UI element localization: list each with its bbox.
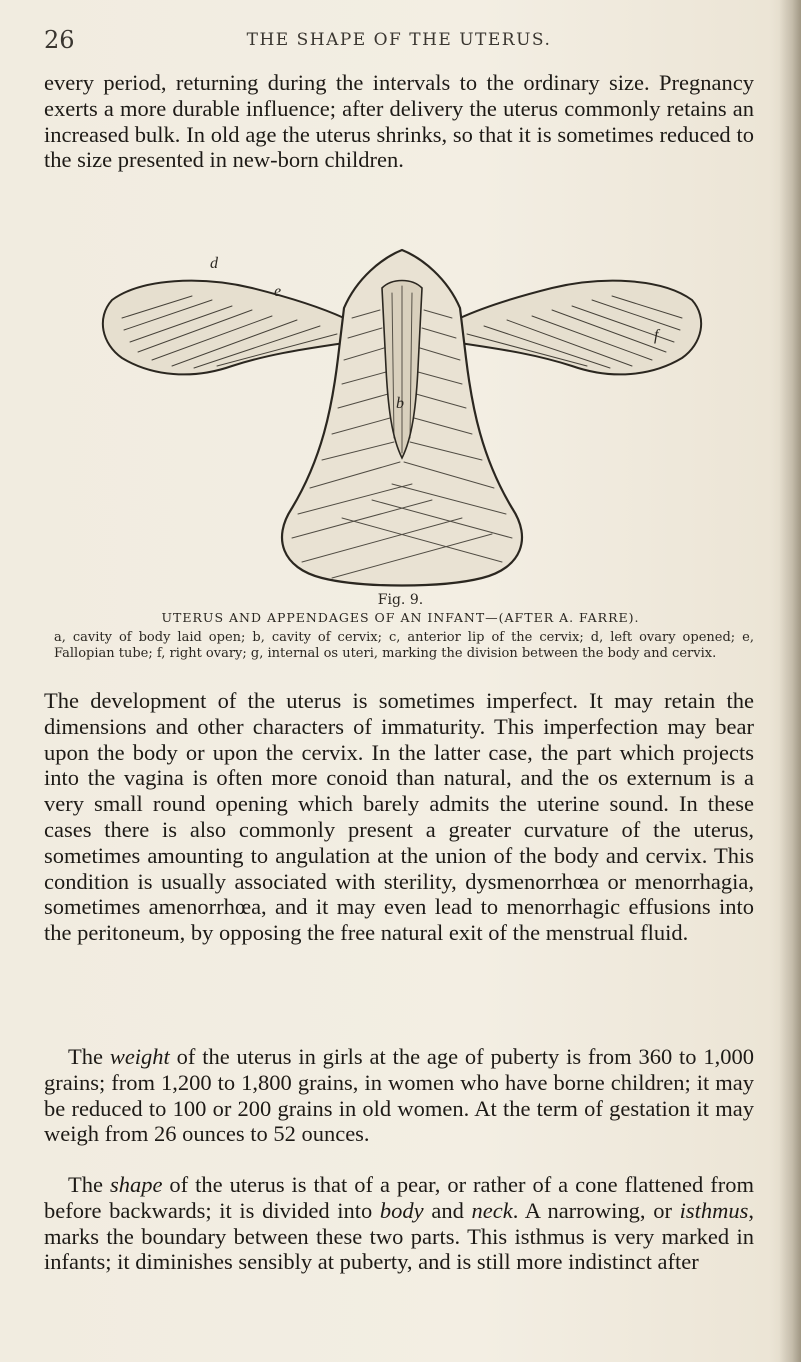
- text-run: The: [68, 1172, 110, 1197]
- text-run: , marks the boundary between these two parts. This isthmus is very marked in infants; it diminishes sensibly at puberty, and is still more indistinct after: [44, 1197, 755, 1275]
- illustration-engraving: [103, 250, 701, 586]
- figure-caption: a, cavity of body laid open; b, cavity of cervix; c, anterior lip of the cervix; d, left ovary opened; e, Fallopian tube; f, right ovary; g, internal os uteri, marking the division between the body and cervix.: [54, 630, 754, 661]
- paragraph-development: The development of the uterus is sometimes imperfect. It may retain the dimensions and other characters of immaturity. This imperfection may bear upon the body or upon the cervix. In the latter case, the part which projects into the vagina is often more conoid than natural, and the os externum is a very small round opening which barely admits the uterine sound. In these cases there is also commonly present a greater curvature of the uterus, sometimes amounting to angulation at the union of the body and cervix. This condition is usually associated with sterility, dysmenorrhœa or menorrhagia, sometimes amenorrhœa, and it may even lead to menorrhagic effusions into the peritoneum, by opposing the free natural exit of the menstrual fluid.: [44, 688, 754, 946]
- label-d: d: [210, 255, 218, 272]
- page-edge-shadow: [779, 0, 801, 1362]
- left-appendage: [103, 281, 344, 375]
- text-run: of the uterus in girls at the age of puberty is from 360 to 1,000 grains; from 1,200 to 1,800 grains, in women who have borne children; it may be reduced to 100 or 200 grains in old women. At the term of gestation it may weigh from 26 ounces to 52 ounces.: [44, 1044, 754, 1147]
- emphasis-body: body: [379, 1197, 424, 1223]
- label-e: e: [274, 283, 282, 300]
- page-header: [44, 20, 754, 60]
- emphasis-shape: shape: [109, 1172, 163, 1197]
- paragraph-weight: [44, 1044, 754, 1147]
- paragraph-opening: every period, returning during the intervals to the ordinary size. Pregnancy exerts a more durable influence; after delivery the uterus commonly retains an increased bulk. In old age the uterus shrinks, so that it is sometimes reduced to the size presented in new-born children.: [44, 70, 754, 173]
- uterus-illustration: [82, 248, 722, 588]
- figure-title: UTERUS AND APPENDAGES OF AN INFANT—(AFTER A. FARRE).: [161, 610, 640, 625]
- page-number: 26: [44, 26, 75, 54]
- text-run: and: [423, 1197, 472, 1223]
- running-title: THE SHAPE OF THE UTERUS.: [246, 30, 552, 50]
- emphasis-isthmus: isthmus: [679, 1197, 749, 1223]
- text-run: of the uterus is that of a pear, or rather of a cone flattened from before backwards; it is divided into: [44, 1172, 754, 1223]
- label-b: b: [396, 395, 404, 412]
- emphasis-neck: neck: [471, 1197, 513, 1223]
- text-run: The: [68, 1044, 110, 1069]
- emphasis-weight: weight: [109, 1044, 170, 1069]
- figure-number: Fig. 9.: [377, 592, 424, 608]
- right-appendage: [460, 281, 701, 375]
- paragraph-shape: [44, 1172, 754, 1275]
- label-f: f: [654, 327, 659, 344]
- text-run: . A narrowing, or: [512, 1197, 680, 1223]
